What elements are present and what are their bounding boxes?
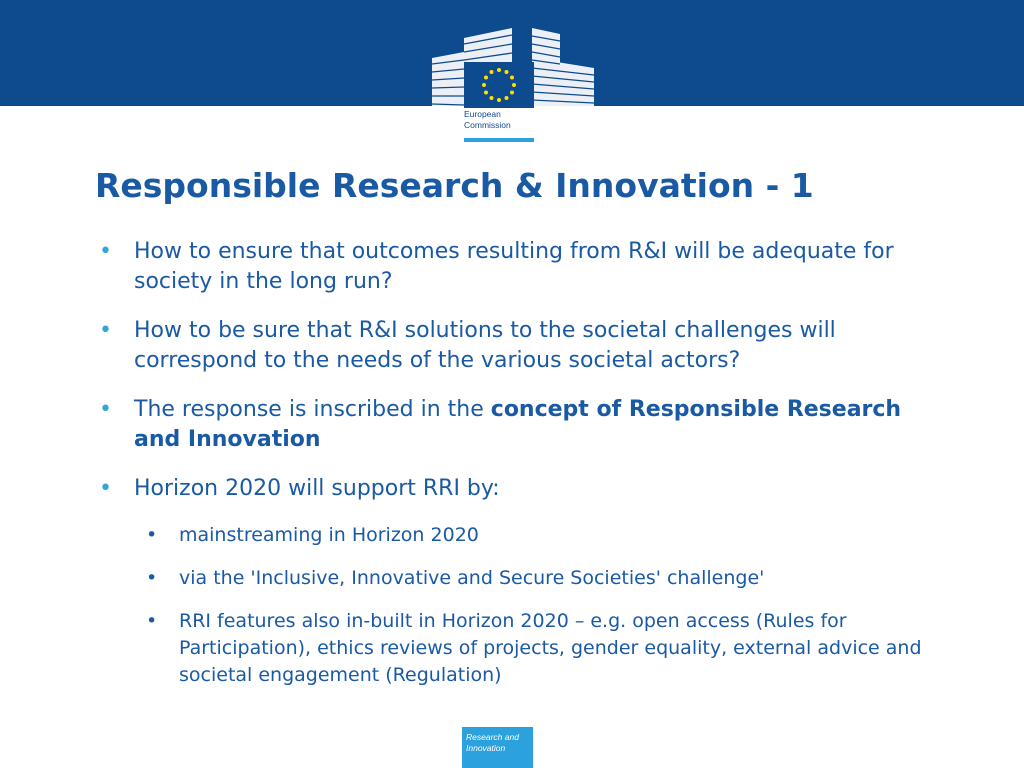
sub-bullet-item: [0, 608, 1024, 689]
bullet-glyph: •: [99, 397, 112, 422]
bullet-list: [0, 237, 1024, 689]
bullet-item: [0, 237, 1024, 297]
tag-line1: Research and: [466, 732, 519, 742]
bullet-text-bold: concept of Responsible Research and Innovation: [134, 397, 902, 452]
sub-bullet-glyph: •: [146, 524, 158, 546]
bullet-glyph: •: [99, 476, 112, 501]
research-innovation-label: [466, 732, 532, 753]
logo-label-line2: Commission: [464, 119, 511, 130]
bullet-text: How to be sure that R&I solutions to the societal challenges will correspond to the needs of the various societal actors?: [134, 318, 836, 373]
bullet-glyph: •: [99, 239, 112, 264]
research-innovation-tag: [462, 727, 533, 768]
bullet-item: [0, 316, 1024, 376]
logo-label-line1: European: [464, 109, 501, 119]
sub-bullet-list: [0, 522, 1024, 689]
bullet-item: [0, 395, 1024, 455]
sub-bullet-text: RRI features also in-built in Horizon 2020 – e.g. open access (Rules for Participation), ethics reviews of projects, gender equality, external advice and societal engagement (Regulation): [179, 610, 922, 686]
bullet-text: How to ensure that outcomes resulting from R&I will be adequate for society in the long run?: [134, 239, 894, 294]
sub-bullet-item: [0, 522, 1024, 549]
sub-bullet-glyph: •: [146, 567, 158, 589]
slide-title: Responsible Research & Innovation - 1: [95, 166, 814, 205]
tag-line2: Innovation: [466, 742, 506, 753]
logo-label: [464, 109, 534, 130]
bullet-item: [0, 474, 1024, 504]
sub-bullet-glyph: •: [146, 610, 158, 632]
bullet-text: Horizon 2020 will support RRI by:: [134, 476, 500, 501]
sub-bullet-text: via the 'Inclusive, Innovative and Secure Societies' challenge': [179, 567, 765, 589]
sub-bullet-item: [0, 565, 1024, 592]
bullet-text: The response is inscribed in the: [134, 397, 491, 422]
sub-bullet-text: mainstreaming in Horizon 2020: [179, 524, 479, 546]
bullet-glyph: •: [99, 318, 112, 343]
